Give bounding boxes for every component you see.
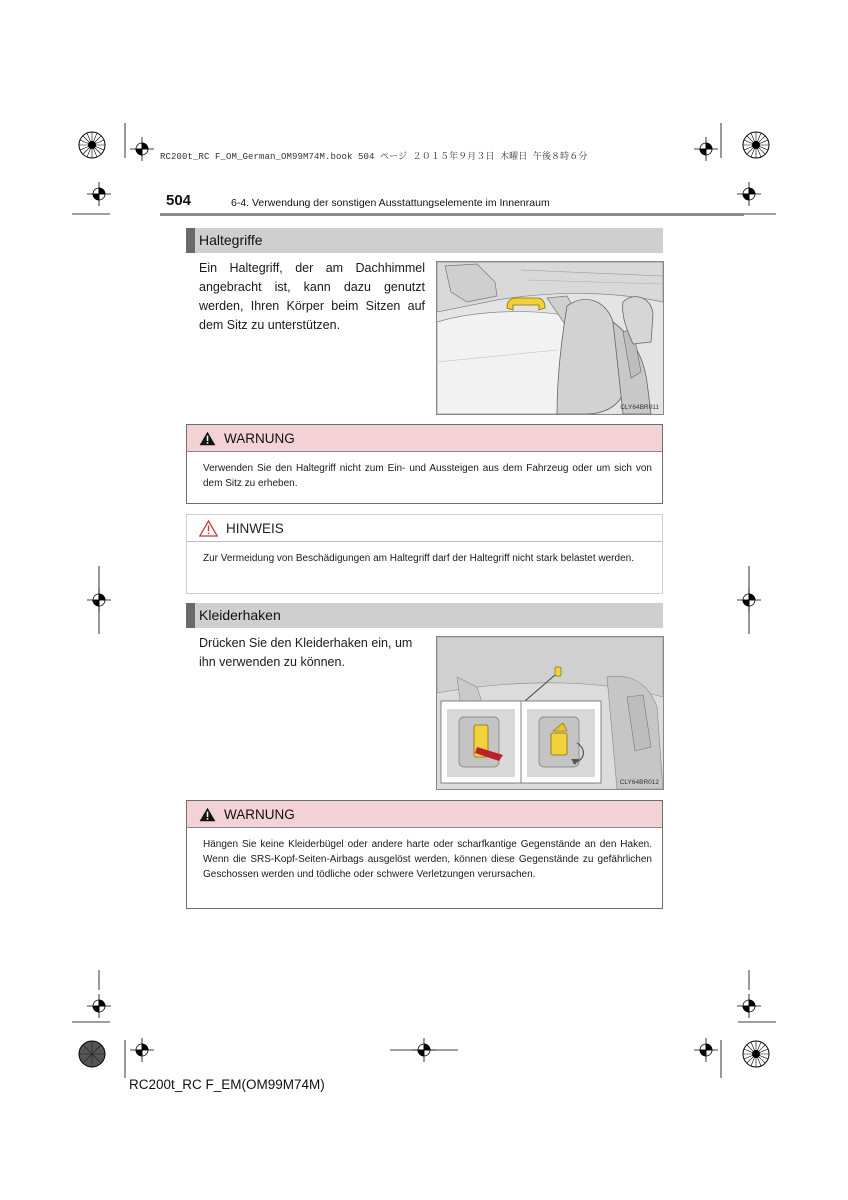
page-number: 504 <box>166 192 192 209</box>
warning-text: Verwenden Sie den Haltegriff nicht zum Ein- und Aussteigen aus dem Fahrzeug oder um sich von dem Sitz zu erheben. <box>203 463 652 489</box>
warning-header <box>187 425 662 452</box>
warning-box-grip <box>186 424 663 504</box>
hooks-text: Drücken Sie den Kleiderhaken ein, um ihn verwenden zu können. <box>199 636 413 669</box>
assist-grip-illustration <box>437 262 663 414</box>
coat-hook-illustration <box>437 637 663 789</box>
section-title-hooks: Kleiderhaken <box>186 603 663 628</box>
figure-code-hooks: CLY64BR012 <box>619 779 659 786</box>
figure-coat-hook <box>436 636 664 790</box>
section-title-grips: Haltegriffe <box>186 228 663 253</box>
warning-triangle-icon <box>199 431 216 446</box>
figure-code-grips: CLY64BR011 <box>620 404 659 411</box>
warning-triangle-icon <box>199 807 216 822</box>
notice-text: Zur Vermeidung von Beschädigungen am Haltegriff darf der Haltegriff nicht stark belastet werden. <box>203 553 634 564</box>
caution-triangle-icon <box>199 520 218 537</box>
grips-text: Ein Haltegriff, der am Dachhimmel angebracht ist, kann dazu genutzt werden, Ihren Körper beim Sitzen auf dem Sitz zu unterstützen. <box>199 261 425 332</box>
warning-title: WARNUNG <box>224 430 295 446</box>
warning-box-hook <box>186 800 663 909</box>
figure-assist-grip <box>436 261 664 415</box>
notice-header <box>187 515 662 542</box>
notice-box-grip <box>186 514 663 594</box>
warning-title: WARNUNG <box>224 806 295 822</box>
section-path: 6-4. Verwendung der sonstigen Ausstattungselemente im Innenraum <box>231 197 550 209</box>
notice-title: HINWEIS <box>226 520 284 536</box>
warning-text: Hängen Sie keine Kleiderbügel oder andere harte oder scharfkantige Gegenstände an den Haken. Wenn die SRS-Kopf-Seiten-Airbags ausgelöst werden, können diese Gegenstände zu gefährlichen Geschossen werden und tödliche oder schwere Verletzungen verursachen. <box>203 839 652 880</box>
warning-header <box>187 801 662 828</box>
footer-model-code: RC200t_RC F_EM(OM99M74M) <box>129 1077 325 1092</box>
header-rule <box>160 213 744 216</box>
file-info-line: RC200t_RC F_OM_German_OM99M74M.book 504 ページ ２０１５年９月３日 木曜日 午後８時６分 <box>160 152 588 162</box>
